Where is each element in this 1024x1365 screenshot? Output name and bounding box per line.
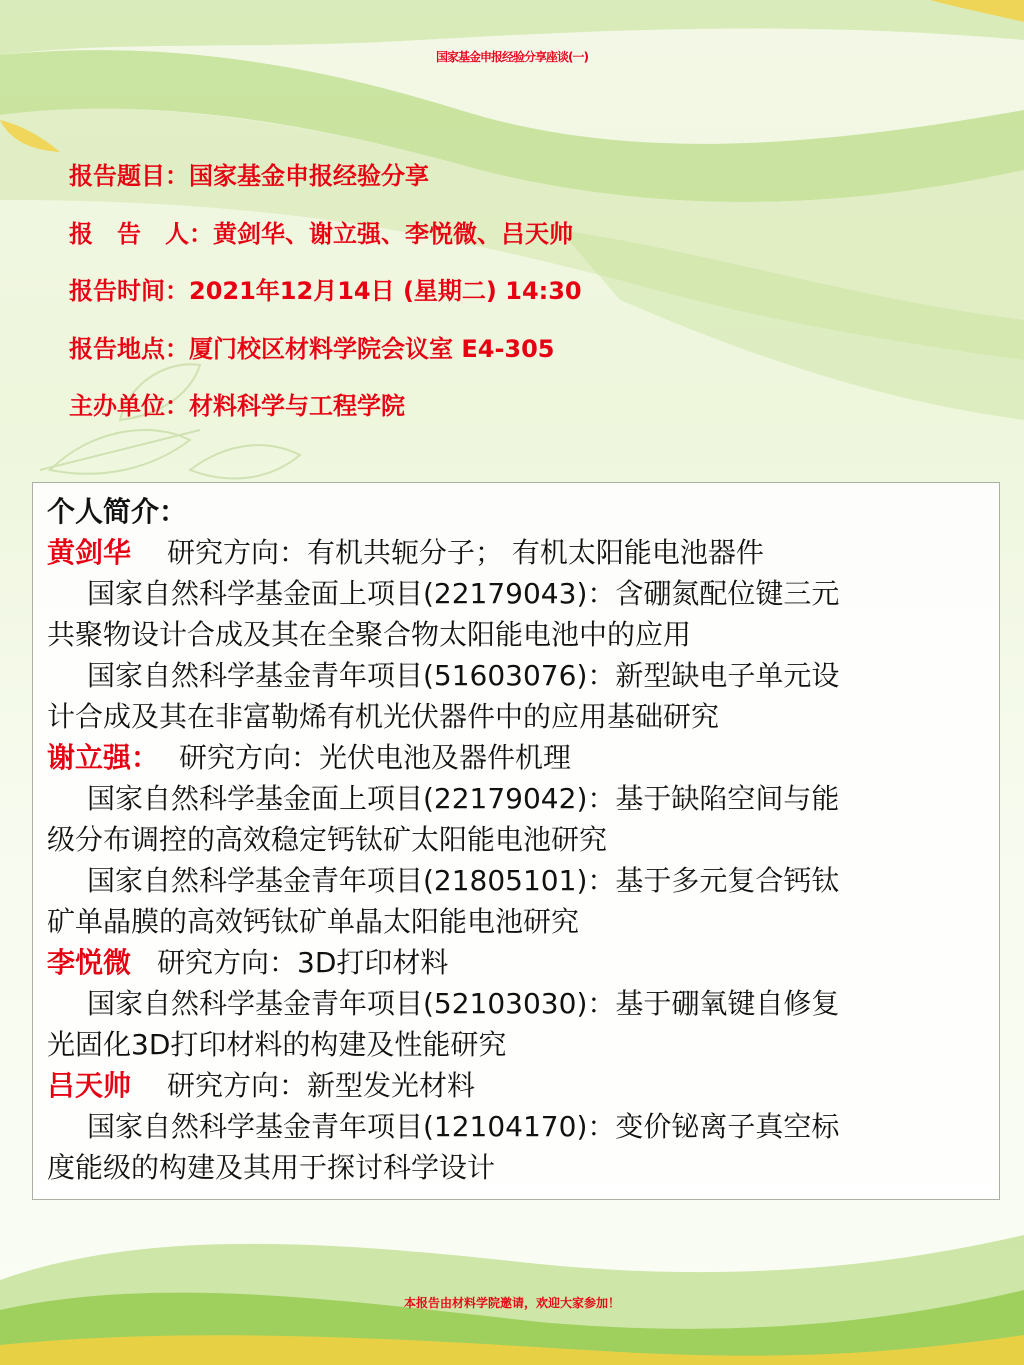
project-text: 国家自然科学基金青年项目(51603076)：新型缺电子单元设 <box>87 659 840 692</box>
info-label: 报告地点： <box>69 334 189 363</box>
project-text: 国家自然科学基金面上项目(22179042)：基于缺陷空间与能 <box>87 782 840 815</box>
info-topic <box>69 156 582 214</box>
info-organizer <box>69 386 582 444</box>
research-direction: 研究方向：3D打印材料 <box>157 946 449 979</box>
person-name: 李悦微 <box>47 946 132 979</box>
project-line: 光固化3D打印材料的构建及性能研究 <box>47 1028 507 1061</box>
info-value: 2021年12月14日 (星期二) 14:30 <box>189 277 582 305</box>
person-header <box>47 737 985 778</box>
project-line <box>47 573 985 614</box>
info-label: 主办单位： <box>69 392 189 420</box>
project-line <box>47 655 985 696</box>
info-label: 报告题目： <box>69 162 189 190</box>
footer-invitation: 本报告由材料学院邀请，欢迎大家参加！ <box>403 1296 620 1310</box>
project-text: 国家自然科学基金青年项目(21805101)：基于多元复合钙钛 <box>87 864 840 897</box>
person-header <box>47 532 985 573</box>
project-line: 共聚物设计合成及其在全聚合物太阳能电池中的应用 <box>47 618 692 651</box>
project-line: 度能级的构建及其用于探讨科学设计 <box>47 1151 496 1184</box>
project-text: 国家自然科学基金青年项目(52103030)：基于硼氧键自修复 <box>87 987 840 1020</box>
person-name: 谢立强： <box>47 741 160 774</box>
project-line <box>47 1106 985 1147</box>
info-location <box>69 329 582 387</box>
info-time <box>69 271 582 329</box>
person-name: 吕天帅 <box>47 1069 132 1102</box>
info-value: 国家基金申报经验分享 <box>189 162 429 190</box>
research-direction: 研究方向：光伏电池及器件机理 <box>179 741 572 774</box>
project-line <box>47 983 985 1024</box>
info-label: 报 告 人： <box>69 219 213 248</box>
person-name: 黄剑华 <box>47 536 132 569</box>
person-header <box>47 1065 985 1106</box>
project-line <box>47 778 985 819</box>
info-value: 厦门校区材料学院会议室 E4-305 <box>189 334 555 363</box>
research-direction: 研究方向：新型发光材料 <box>167 1069 476 1102</box>
person-header <box>47 942 985 983</box>
info-label: 报告时间： <box>69 277 189 305</box>
project-line: 矿单晶膜的高效钙钛矿单晶太阳能电池研究 <box>47 905 580 938</box>
research-direction: 研究方向：有机共轭分子； 有机太阳能电池器件 <box>167 536 764 569</box>
project-line: 级分布调控的高效稳定钙钛矿太阳能电池研究 <box>47 823 608 856</box>
project-line: 计合成及其在非富勒烯有机光伏器件中的应用基础研究 <box>47 700 720 733</box>
info-value: 材料科学与工程学院 <box>189 392 405 420</box>
project-text: 国家自然科学基金面上项目(22179043)：含硼氮配位键三元 <box>87 577 840 610</box>
info-speakers <box>69 214 582 272</box>
project-line <box>47 860 985 901</box>
bio-heading: 个人简介： <box>47 495 188 528</box>
project-text: 国家自然科学基金青年项目(12104170)：变价铋离子真空标 <box>87 1110 840 1143</box>
info-value: 黄剑华、谢立强、李悦微、吕天帅 <box>213 219 573 248</box>
talk-info <box>69 156 582 444</box>
page-title: 国家基金申报经验分享座谈(一) <box>436 50 588 64</box>
bio-box <box>32 482 1000 1200</box>
